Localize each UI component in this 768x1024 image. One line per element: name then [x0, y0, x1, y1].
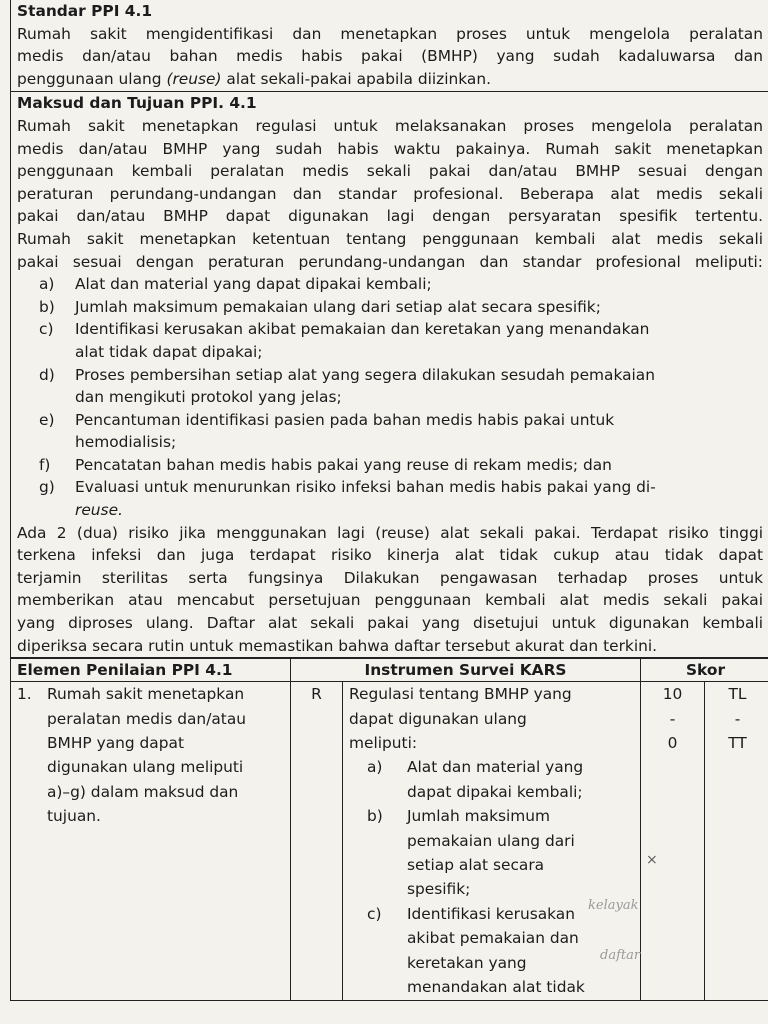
- list-item: [39, 273, 763, 296]
- list-item-text: dan mengikuti protokol yang jelas;: [75, 388, 342, 407]
- handwritten-note: daftar: [600, 948, 641, 963]
- list-marker: e): [39, 410, 55, 429]
- instrument-item-line: spesifik;: [407, 880, 471, 899]
- list-item: [39, 454, 763, 477]
- purpose-line: medis dan/atau BMHP yang sudah habis waktu pakainya. Rumah sakit menetapkan: [17, 139, 763, 158]
- instrument-cell: [343, 682, 641, 1000]
- standard-line-3-text: penggunaan ulang: [17, 69, 167, 88]
- instrument-item: [349, 804, 634, 902]
- closing-line: diperiksa secara rutin untuk memastikan bahwa daftar tersebut akurat dan terkini.: [17, 636, 658, 655]
- instrument-marker: c): [367, 904, 382, 923]
- label-cell: [705, 682, 768, 1000]
- instrument-marker: b): [367, 807, 383, 826]
- instrument-item-line: Jumlah maksimum: [407, 807, 551, 826]
- instrument-item-line: setiap alat secara: [407, 856, 545, 875]
- closing-line: Ada 2 (dua) risiko jika menggunakan lagi (reuse) alat sekali pakai. Terdapat risiko tinggi: [17, 523, 763, 542]
- purpose-line: pakai dan/atau BMHP dapat digunakan lagi dengan persyaratan spesifik tertentu.: [17, 207, 763, 226]
- list-marker: a): [39, 275, 55, 294]
- list-item: [39, 318, 763, 363]
- assessment-table: [10, 658, 768, 1000]
- closing-line: terjamin sterilitas serta fungsinya Dilakukan pengawasan terhadap proses untuk: [17, 568, 763, 587]
- standard-line-2: medis dan/atau bahan medis habis pakai (BMHP) yang sudah kadaluwarsa dan: [17, 47, 763, 66]
- element-text: [47, 682, 246, 828]
- standard-section: [10, 0, 768, 92]
- purpose-line: Rumah sakit menetapkan regulasi untuk melaksanakan proses mengelola peralatan: [17, 116, 763, 135]
- purpose-line: pakai sesuai dengan peraturan perundang-undangan dan standar profesional meliputi:: [17, 252, 763, 271]
- score-label: -: [734, 709, 741, 728]
- list-marker: g): [39, 478, 55, 497]
- list-marker: f): [39, 455, 51, 474]
- score-value: 10: [662, 685, 683, 704]
- handwritten-mark: ×: [646, 852, 658, 868]
- list-item-text: Pencantuman identifikasi pasien pada bahan medis habis pakai untuk: [75, 410, 615, 429]
- document-page: [10, 0, 768, 1024]
- standard-title: Standar PPI 4.1: [17, 2, 153, 20]
- purpose-section: [10, 92, 768, 658]
- list-item-text: Proses pembersihan setiap alat yang segera dilakukan sesudah pemakaian: [75, 365, 655, 384]
- header-instrument: Instrumen Survei KARS: [291, 659, 641, 682]
- instrument-item-line: Identifikasi kerusakan: [407, 904, 575, 923]
- list-item-italic: reuse.: [75, 501, 123, 520]
- purpose-title: Maksud dan Tujuan PPI. 4.1: [17, 94, 257, 113]
- instrument-line: dapat digunakan ulang: [349, 709, 527, 728]
- table-header-row: [11, 659, 768, 682]
- score-label: TT: [728, 734, 747, 753]
- instrument-item-line: keretakan yang: [407, 953, 527, 972]
- element-line: peralatan medis dan/atau: [47, 709, 247, 728]
- purpose-line: peraturan perundang-undangan dan standar profesional. Beberapa alat medis sekali: [17, 184, 763, 203]
- code-cell: R: [291, 682, 343, 1000]
- instrument-item-line: dapat dipakai kembali;: [407, 782, 583, 801]
- instrument-item: [349, 755, 634, 804]
- element-cell: [11, 682, 291, 1000]
- header-element: Elemen Penilaian PPI 4.1: [11, 659, 291, 682]
- score-value: -: [669, 709, 676, 728]
- handwritten-note: kelayak: [588, 898, 639, 913]
- instrument-line: Regulasi tentang BMHP yang: [349, 685, 572, 704]
- standard-line-1: Rumah sakit mengidentifikasi dan menetapkan proses untuk mengelola peralatan: [17, 24, 763, 43]
- header-score: Skor: [641, 659, 768, 682]
- element-line: digunakan ulang meliputi: [47, 758, 244, 777]
- standard-line-3: [17, 68, 763, 91]
- list-item: [39, 364, 763, 409]
- purpose-line: penggunaan kembali peralatan medis sekali pakai dan/atau BMHP sesuai dengan: [17, 162, 763, 181]
- standard-reuse-italic: (reuse): [166, 69, 222, 88]
- instrument-item: [349, 902, 634, 1000]
- list-item-text: Identifikasi kerusakan akibat pemakaian dan keretakan yang menandakan: [75, 320, 650, 339]
- list-item: [39, 476, 763, 521]
- list-item-text: Alat dan material yang dapat dipakai kembali;: [75, 275, 432, 294]
- instrument-item-line: Alat dan material yang: [407, 758, 584, 777]
- instrument-item-line: menandakan alat tidak: [407, 978, 585, 997]
- closing-line: yang diproses ulang. Daftar alat sekali pakai yang disetujui untuk digunakan kembali: [17, 614, 763, 633]
- element-line: BMHP yang dapat: [47, 734, 184, 753]
- list-item-text: alat tidak dapat dipakai;: [75, 342, 263, 361]
- list-item-text: Pencatatan bahan medis habis pakai yang reuse di rekam medis; dan: [75, 455, 612, 474]
- instrument-marker: a): [367, 758, 383, 777]
- element-line: tujuan.: [47, 807, 101, 826]
- element-number: 1.: [17, 685, 32, 704]
- instrument-line: meliputi:: [349, 734, 418, 753]
- table-row: [11, 682, 768, 1000]
- standard-line-3-tail: alat sekali-pakai apabila diizinkan.: [221, 69, 491, 88]
- list-marker: b): [39, 297, 55, 316]
- list-item: [39, 409, 763, 454]
- list-item: [39, 296, 763, 319]
- element-line: Rumah sakit menetapkan: [47, 685, 245, 704]
- instrument-item-line: pemakaian ulang dari: [407, 831, 575, 850]
- closing-line: memberikan atau mencabut persetujuan penggunaan kembali alat medis sekali pakai: [17, 591, 763, 610]
- list-item-text: hemodialisis;: [75, 433, 177, 452]
- purpose-line: Rumah sakit menetapkan ketentuan tentang penggunaan kembali alat medis sekali: [17, 229, 763, 248]
- instrument-item-line: akibat pemakaian dan: [407, 929, 579, 948]
- element-line: a)–g) dalam maksud dan: [47, 782, 239, 801]
- list-item-text: Jumlah maksimum pemakaian ulang dari setiap alat secara spesifik;: [75, 297, 601, 316]
- list-marker: d): [39, 365, 55, 384]
- list-item-text: Evaluasi untuk menurunkan risiko infeksi bahan medis habis pakai yang di-: [75, 478, 656, 497]
- score-value: 0: [667, 734, 678, 753]
- element-item: [17, 682, 284, 828]
- score-label: TL: [728, 685, 747, 704]
- purpose-list: [17, 273, 763, 522]
- closing-line: terkena infeksi dan juga terdapat risiko kinerja alat tidak cukup atau tidak dapat: [17, 546, 763, 565]
- score-cell: [641, 682, 705, 1000]
- list-marker: c): [39, 320, 54, 339]
